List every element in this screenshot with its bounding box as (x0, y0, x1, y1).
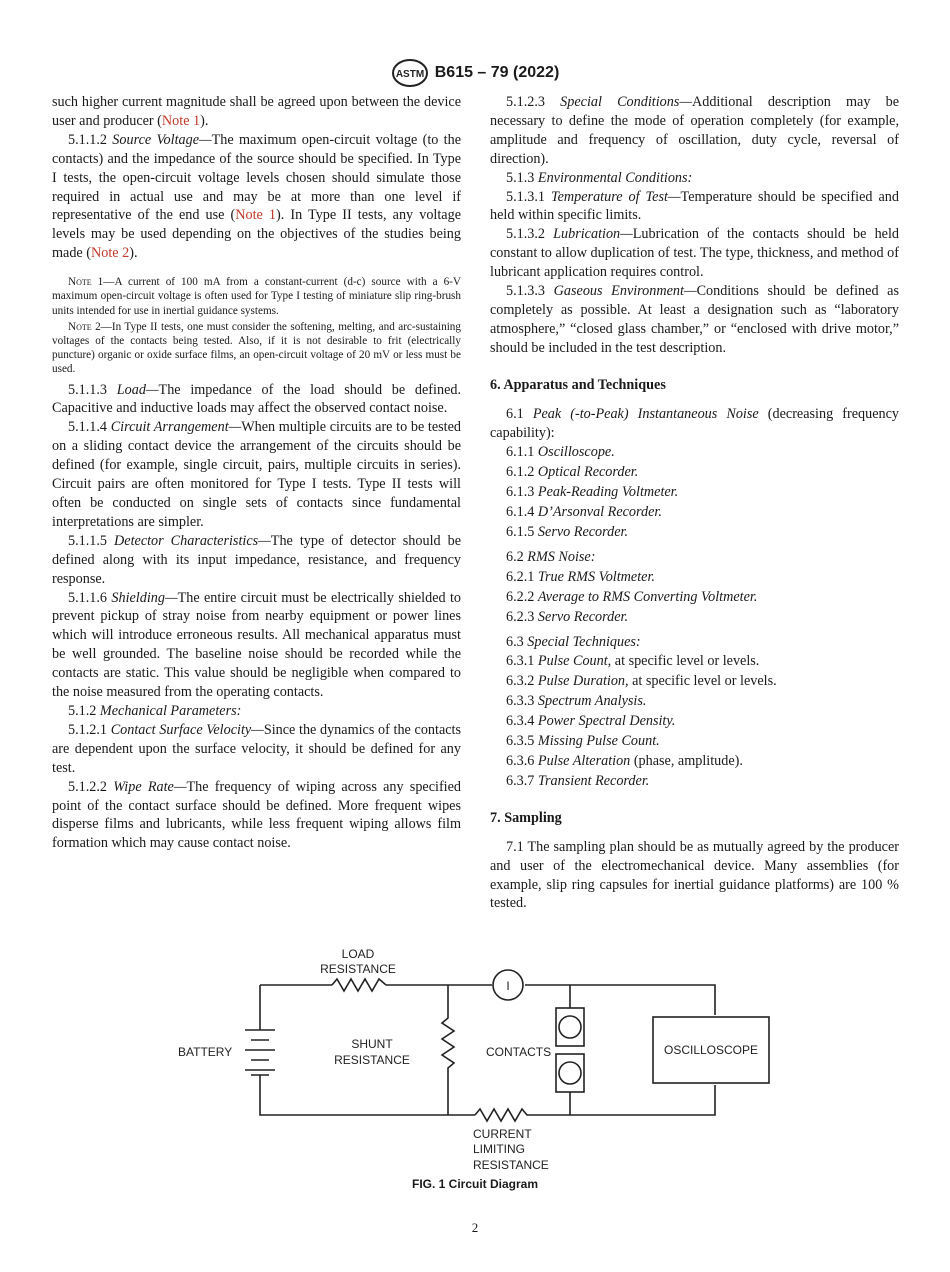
paragraph-5-1-3: 5.1.3 Environmental Conditions: (506, 169, 693, 186)
load-label: LOAD (341, 947, 375, 961)
svg-text:ASTM: ASTM (395, 69, 424, 80)
current-limiting-label: RESISTANCE (473, 1158, 549, 1172)
paragraph-5-1-2: 5.1.2 Mechanical Parameters: (68, 702, 242, 719)
paragraph-6-2: 6.2 RMS Noise: (506, 548, 596, 565)
meter-label: I (506, 979, 510, 993)
list-item: 6.2.2 Average to RMS Converting Voltmeter. (506, 588, 758, 605)
contacts-label: CONTACTS (486, 1045, 552, 1059)
left-column (52, 93, 461, 853)
list-item: 6.3.3 Spectrum Analysis. (506, 693, 647, 710)
shunt-label: RESISTANCE (334, 1053, 410, 1067)
paragraph-5-1-1-5: 5.1.1.5 Detector Characteristics—The type of detector should be defined along with its input impedance, resistance, and frequency response. (52, 532, 462, 587)
paragraph-7-1: 7.1 The sampling plan should be as mutually agreed by the producer and user of the electromechanical device. Many assemblies (for example, slip ring capsules for inertial guidance platforms) are 100 % tested. (490, 838, 899, 912)
section-6-heading: 6. Apparatus and Techniques (490, 376, 666, 393)
paragraph-5-1-3-2: 5.1.3.2 Lubrication—Lubrication of the contacts should be held constant to allow duplication of test. The type, thickness, and method of lubricant application requires control. (490, 226, 899, 281)
contact-disc (559, 1016, 581, 1038)
note-1: Note 1—A current of 100 mA from a constant-current (d-c) source with a 6-V maximum open-circuit voltage is often used for Type I testing of miniature slip ring-brush units intended for use in inertial guidance systems. (52, 276, 461, 317)
paragraph-5-1-2-2: 5.1.2.2 Wipe Rate—The frequency of wiping across any specified point of the contact surface should be defined. More frequent wipes disperse films and lubricants, while less frequent wiping allows film formation which may cause contact noise. (52, 778, 462, 852)
top-wire (260, 985, 715, 1015)
page-header (0, 58, 950, 88)
section-7-heading: 7. Sampling (490, 809, 562, 826)
contact-box-top (556, 1008, 584, 1046)
paragraph-5-1-2-1: 5.1.2.1 Contact Surface Velocity—Since the dynamics of the contacts are dependent upon the surface velocity, it should be defined for any test. (52, 721, 462, 776)
list-item: 6.2.1 True RMS Voltmeter. (506, 568, 655, 585)
list-item: 6.1.3 Peak-Reading Voltmeter. (506, 484, 679, 501)
list-item: 6.1.1 Oscilloscope. (506, 444, 615, 461)
list-item: 6.2.3 Servo Recorder. (506, 608, 629, 625)
paragraph: such higher current magnitude shall be agreed upon between the device user and producer (Note 1). (52, 94, 461, 129)
oscilloscope-label: OSCILLOSCOPE (663, 1043, 759, 1057)
right-column (490, 93, 899, 913)
list-item: 6.3.6 Pulse Alteration (phase, amplitude). (506, 753, 743, 769)
note-1-link[interactable]: Note 1 (161, 112, 201, 129)
list-item: 6.1.5 Servo Recorder. (506, 524, 629, 541)
note-2-link[interactable]: Note 2 (91, 245, 130, 262)
list-item: 6.3.2 Pulse Duration, at specific level or levels. (506, 673, 777, 690)
shunt-resistor (442, 985, 454, 1115)
contact-box-bottom (556, 1054, 584, 1092)
circuit-diagram (150, 940, 800, 1190)
list-item: 6.1.2 Optical Recorder. (506, 464, 639, 481)
paragraph-5-1-1-2: 5.1.1.2 Source Voltage—The maximum open-circuit voltage (to the contacts) and the impedance of the source should be specified. In Type I tests, the open-circuit voltage levels chosen should simulate those required in actual use and may be at more than one level if representative of the end use (Note 1). In Type II tests, any voltage levels may be used depending on the objectives of the studies being made (Note 2). (52, 131, 462, 262)
battery-label: BATTERY (178, 1045, 233, 1059)
paragraph-5-1-1-6: 5.1.1.6 Shielding—The entire circuit must be electrically shielded to prevent pickup of stray noise from nearby equipment or power lines which will introduce erroneous results. All mechanical apparatus must be well grounded. The baseline noise should be recorded while the contacts are static. This value should be negligible when compared to the noise measured from the operating contacts. (52, 589, 461, 701)
paragraph-5-1-1-4: 5.1.1.4 Circuit Arrangement—When multiple circuits are to be tested on a sliding contact device the arrangement of the circuits should be defined (for example, single circuit, pairs, multiple circuits in series). Circuit pairs are often monitored for Type I tests. Type II tests will often be conducted on single sets of contacts since fundamental interpretations are simpler. (52, 419, 461, 530)
current-limiting-resistor (475, 1085, 715, 1121)
page-number: 2 (471, 1220, 479, 1235)
paragraph-5-1-3-1: 5.1.3.1 Temperature of Test—Temperature should be specified and held within specific limits. (490, 188, 899, 224)
paragraph-6-3: 6.3 Special Techniques: (506, 633, 641, 650)
battery-icon (245, 1030, 275, 1075)
paragraph-6-1: 6.1 Peak (-to-Peak) Instantaneous Noise (decreasing frequency capability): (490, 405, 899, 441)
load-resistor (332, 979, 386, 991)
astm-logo-icon (391, 58, 429, 88)
current-limiting-label: CURRENT (473, 1127, 532, 1141)
load-label: RESISTANCE (320, 962, 396, 976)
current-limiting-label: LIMITING (473, 1142, 526, 1156)
list-item: 6.3.4 Power Spectral Density. (506, 713, 676, 730)
note-1-link[interactable]: Note 1 (235, 207, 277, 224)
designation: B615 – 79 (2022) (434, 64, 560, 82)
shunt-label: SHUNT (351, 1037, 393, 1051)
list-item: 6.3.7 Transient Recorder. (506, 772, 650, 789)
paragraph-5-1-3-3: 5.1.3.3 Gaseous Environment—Conditions should be defined as completely as possible. At least a designation such as “laboratory atmosphere,” “closed glass chamber,” or “enclosed with drive motor,” should be included in the test description. (490, 283, 900, 356)
contact-disc (559, 1062, 581, 1084)
paragraph-5-1-1-3: 5.1.1.3 Load—The impedance of the load should be defined. Capacitive and inductive loads may affect the observed contact noise. (52, 381, 462, 417)
figure-caption: FIG. 1 Circuit Diagram (411, 1177, 539, 1191)
list-item: 6.3.1 Pulse Count, at specific level or levels. (506, 653, 760, 670)
note-2: Note 2—In Type II tests, one must consider the softening, melting, and arc-sustaining voltages of the contacts being tested. Also, if it is not desirable to frit (electrically puncture) organic or oxide surface films, an open-circuit voltage of 20 mV or less must be used. (52, 320, 461, 376)
paragraph-5-1-2-3: 5.1.2.3 Special Conditions—Additional description may be necessary to define the mode of operation completely (for example, amplitude and frequency of oscillation, duty cycle, reversal of direction). (490, 94, 899, 167)
list-item: 6.3.5 Missing Pulse Count. (506, 733, 660, 750)
list-item: 6.1.4 D’Arsonval Recorder. (506, 504, 662, 521)
